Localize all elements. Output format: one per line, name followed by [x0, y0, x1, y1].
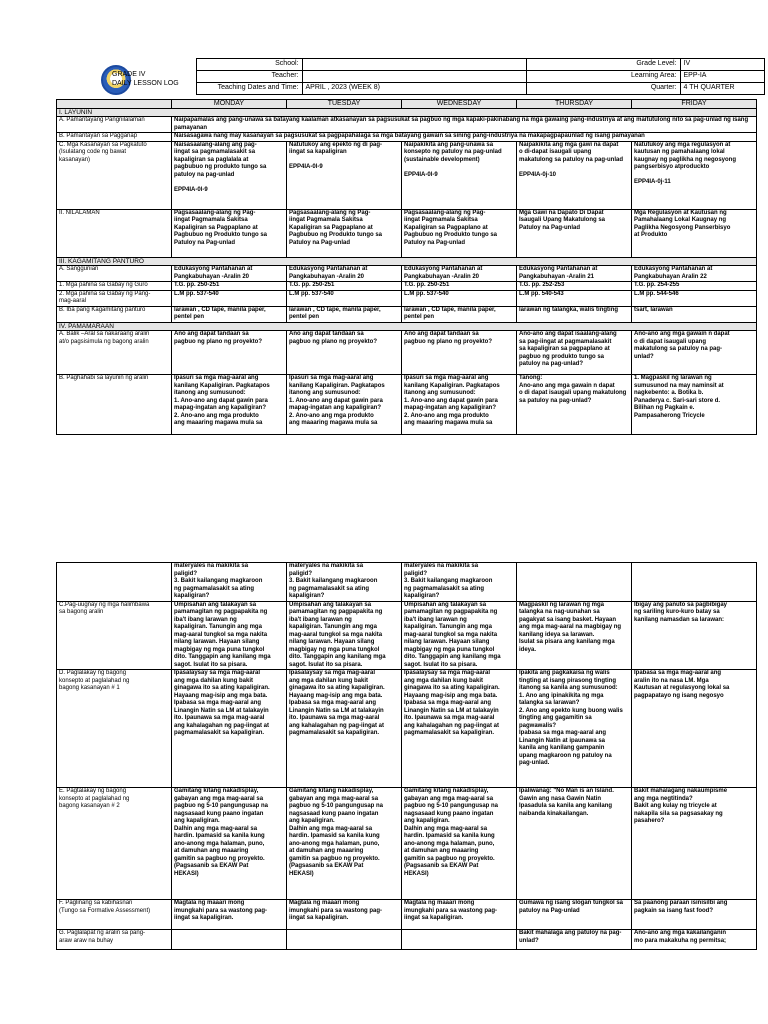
school-value: [302, 59, 526, 71]
iba-pang-tuesday: larawan , CD tape, manila paper, pentel pen: [287, 306, 402, 322]
balik-aral-wednesday: Ano ang dapat tandaan sa pagbuo ng plano ng proyekto?: [402, 331, 517, 375]
balik-aral-thursday: Ano-ano ang dapat isaalang-alang sa pag-iingat at pagmamalasakit sa kapaligiran sa pagpaplano at pagbuo ng produkto tungo sa patuloy na pag-unlad?: [517, 331, 632, 375]
pag-uugnay-wednesday: Umpisahan ang talakayan sa pamamagitan ng pagpapakita ng iba't ibang larawan ng kapaligiran. Tanungin ang mga mag-aaral tungkol sa mga nakita nilang larawan. Hayaan silang magbigay ng mga puna tungkol dito. Tanggapin ang kanilang mga sagot. Isulat ito sa pisara.: [402, 601, 517, 670]
paglalapat-tuesday: [287, 930, 402, 950]
guro-friday: T.G. pp. 254-255: [632, 282, 757, 291]
label-paghahabi: B. Paghahabi sa layunin ng aralin: [57, 375, 172, 435]
mag-aaral-friday: L.M pp. 544-546: [632, 290, 757, 306]
label-pamantayan-pagganap: B. Pamantayan sa Pagganap: [57, 133, 172, 142]
section-pamamaraan: IV. PAMAMARAAN: [57, 322, 757, 331]
paghahabi-monday: Ipasuri sa mga mag-aaral ang kanilang Kapaligiran. Pagkatapos itanong ang sumusunod: 1. Ano-ano ang dapat gawin para mapag-ingatan ang kapaligiran? 2. Ano-ano ang mga produkto ang maaaring magawa mula sa: [172, 375, 287, 435]
iba-pang-wednesday: larawan , CD tape, manila paper, pentel pen: [402, 306, 517, 322]
paglalahad1-friday: Ipabasa sa mga mag-aaral ang aralin ito na nasa LM. Mga Kautusan at regulasyong lokal sa pagpapatayo ng isang negosyo: [632, 670, 757, 788]
day-friday: FRIDAY: [632, 100, 757, 109]
nilalaman-monday: Pagsasaalang-alang ng Pag- iingat Pagmamala Sakitsa Kapaligiran sa Pagpaplano at Pagbubuo ng Produkto tungo sa Patuloy na Pag-unlad: [172, 209, 287, 257]
learning-area-value: EPP-IA: [680, 71, 764, 83]
paglalapat-friday: Ano-ano ang mga kakailanganin mo para makakuha ng permitsa;: [632, 930, 757, 950]
label-continued: [57, 563, 172, 602]
header-title: [112, 70, 179, 88]
dates-label: Teaching Dates and Time:: [196, 83, 302, 95]
sanggunian-tuesday: Edukasyong Pantahanan at Pangkabuhayan -Aralin 20: [287, 266, 402, 282]
kasanayan-tuesday: Natutukoy ang epekto ng di pag- iingat sa kapaligiran EPP4IA-0l-9: [287, 141, 402, 209]
teacher-label: Teacher:: [196, 71, 302, 83]
label-iba-pang-kagamitan: B. Iba pang Kagamitang panturo: [57, 306, 172, 322]
label-paglalahad-1: D. Paglalakay ng bagong konsepto at paglalahad ng bagong kasanayan # 1: [57, 670, 172, 788]
day-thursday: THURSDAY: [517, 100, 632, 109]
school-label: School:: [196, 59, 302, 71]
label-gabay-guro: 1. Mga pahina sa Gabay ng Guro: [57, 282, 172, 291]
label-kasanayan: C. Mga Kasanayan sa Pagkatuto (Isulatang code ng bawat kasanayan): [57, 141, 172, 209]
paglalahad1-thursday: Ipakita ang pagkakaisa ng walis tingting at isang pirasong tingting itanong sa kanila ang sumusunod: 1. Ano ang ipinakikita ng mga talangka sa larawan? 2. Ano ang epekto kung buong walis tingting ang gagamitin sa pagwawalis? Ipabasa sa mga mag-aaral ang Linangin Natin at ipaunawa sa kanila ang kanilang gampanin upang magkaroon ng patuloy na pag-unlad.: [517, 670, 632, 788]
iba-pang-monday: larawan , CD tape, manila paper, pentel pen: [172, 306, 287, 322]
grade-title: GRADE IV: [112, 71, 146, 78]
quarter-value: 4 TH QUARTER: [680, 83, 764, 95]
pag-uugnay-thursday: Magpaskil ng larawan ng mga talangka na nag-uunahan sa pagakyat sa isang basket. Hayaan ang mga mag-aaral na magbigay ng kanilang ideya sa larawan. Isulat sa pisara ang kanilang mga ideya.: [517, 601, 632, 670]
cont-thursday: [517, 563, 632, 602]
quarter-label: Quarter:: [526, 83, 680, 95]
cont-friday: [632, 563, 757, 602]
mag-aaral-wednesday: L.M pp. 537-540: [402, 290, 517, 306]
kasanayan-wednesday: Naipakikita ang pang-unawa sa konsepto ng patuloy na pag-unlad (sustainable development) EPP4IA-0l-9: [402, 141, 517, 209]
cont-tuesday: materyales na makikita sa paligid? 3. Bakit kailangang magkaroon ng pagmamalasakit sa ating kapaligiran?: [287, 563, 402, 602]
section-kagamitan: III. KAGAMITANG PANTURO: [57, 257, 757, 266]
kasanayan-monday: Naisasaalang-alang ang pag- iingat sa pagmamalasakit sa kapaligiran sa paglalala at pagbubuo ng produkto tungo sa patuloy na pag-unlad EPP4IA-0l-9: [172, 141, 287, 209]
label-pag-uugnay: C.Pag-uugnay ng mga halimbawa sa bagong aralin: [57, 601, 172, 670]
nilalaman-friday: Mga Regulasyon at Kautusan ng Pamahalaang Lokal Kaugnay ng Paglikha Negosyong Panserbisyo at Produkto: [632, 209, 757, 257]
paglalahad1-monday: Ipasalaysay sa mga mag-aaral ang mga dahilan kung bakit ginagawa ito sa ating kapaligiran. Hayaang mag-isip ang mga bata. Ipabasa sa mga mag-aaral ang Linangin Natin sa LM at talakayin ito. Ipaunawa sa mga mag-aaral ang kahalagahan ng pag-iingat at pagmamalasakit sa kapaligiran.: [172, 670, 287, 788]
paghahabi-friday: 1. Magpaskil ng larawan ng sumusunod na may naminsit at nagkebento: a. Botika b. Panaderya c. Sari-sari store d. Bilihan ng Pagkain e. Pampasaherong Tricycle: [632, 375, 757, 435]
sanggunian-thursday: Edukasyong Pantahanan at Pangkabuhayan -Aralin 21: [517, 266, 632, 282]
sanggunian-friday: Edukasyong Pantahanan at Pangkabuhayan Aralin 22: [632, 266, 757, 282]
grade-level-value: IV: [680, 59, 764, 71]
pag-uugnay-friday: Ibigay ang panuto sa pagbibigay ng sariling kuro-kuro batay sa kanilang namasdan sa larawan:: [632, 601, 757, 670]
section-layunin: I. LAYUNIN: [57, 108, 757, 117]
paglalapat-thursday: Bakit mahalaga ang patuloy na pag- unlad?: [517, 930, 632, 950]
dates-value: APRIL , 2023 (WEEK 8): [302, 83, 526, 95]
mag-aaral-thursday: L.M pp. 540-543: [517, 290, 632, 306]
teacher-value: [302, 71, 526, 83]
label-pamantayang-pangnilalaman: A. Pamantayang Pangnilalaman: [57, 117, 172, 133]
balik-aral-monday: Ano ang dapat tandaan sa pagbuo ng plano ng proyekto?: [172, 331, 287, 375]
balik-aral-friday: Ano-ano ang mga gawain n dapat o di dapat isaugali upang makatulong sa patuloy na pag- unlad?: [632, 331, 757, 375]
label-nilalaman: II. NILALAMAN: [57, 209, 172, 257]
paglinang-tuesday: Magtala ng maaari mong imungkahi para sa wastong pag- iingat sa kapaligiran.: [287, 900, 402, 930]
paglalapat-wednesday: [402, 930, 517, 950]
label-gabay-mag-aaral: 2. Mga pahina sa Gabay ng Pang- mag-aaral: [57, 290, 172, 306]
paglalapat-monday: [172, 930, 287, 950]
guro-monday: T.G. pp. 250-251: [172, 282, 287, 291]
value-pamantayang-pangnilalaman: Naipapamalas ang pang-unawa sa batayang kaalaman atkasanayan sa pagsusukat sa pagbuo ng mga kapaki-pakinabang na mga gawaing pang-industriya at ang maitutulong nito sa pag-unlad ng isang pamayanan: [172, 117, 757, 133]
guro-tuesday: T.G. pp. 250-251: [287, 282, 402, 291]
cont-wednesday: materyales na makikita sa paligid? 3. Bakit kailangang magkaroon ng pagmamalasakit sa ating kapaligiran?: [402, 563, 517, 602]
paghahabi-wednesday: Ipasuri sa mga mag-aaral ang kanilang Kapaligiran. Pagkatapos itanong ang sumusunod: 1. Ano-ano ang dapat gawin para mapag-ingatan ang kapaligiran? 2. Ano-ano ang mga produkto ang maaaring magawa mula sa: [402, 375, 517, 435]
balik-aral-tuesday: Ano ang dapat tandaan sa pagbuo ng plano ng proyekto?: [287, 331, 402, 375]
guro-thursday: T.G. pp. 252-253: [517, 282, 632, 291]
kasanayan-thursday: Naipakikita ang mga gawi na dapat o di-dapat isaugali upang makatulong sa patuloy na pag-unlad EPP4IA-0j-10: [517, 141, 632, 209]
sanggunian-monday: Edukasyong Pantahanan at Pangkabuhayan -Aralin 20: [172, 266, 287, 282]
corner-cell: [57, 100, 172, 109]
kasanayan-friday: Natutukoy ang mga regulasyon at kautusan ng pamahalaang lokal kaugnay ng paglikha ng negosyong pangserbisyo atproduckto EPP4IA-0j-11: [632, 141, 757, 209]
label-sanggunian: A. Sanggunian: [57, 266, 172, 282]
nilalaman-thursday: Mga Gawi na Dapato Di Dapat Isaugali Upang Makatulong sa Patuloy na Pag-unlad: [517, 209, 632, 257]
paghahabi-thursday: Tanong: Ano-ano ang mga gawain n dapat o di dapat isaugali upang makatulong sa patuloy na pag-unlad?: [517, 375, 632, 435]
doc-type-title: DAILY LESSON LOG: [112, 80, 179, 87]
paghahabi-tuesday: Ipasuri sa mga mag-aaral ang kanilang Kapaligiran. Pagkatapos itanong ang sumusunod: 1. Ano-ano ang dapat gawin para mapag-ingatan ang kapaligiran? 2. Ano-ano ang mga produkto ang maaaring magawa mula sa: [287, 375, 402, 435]
iba-pang-friday: tsart, larawan: [632, 306, 757, 322]
mag-aaral-tuesday: L.M pp. 537-540: [287, 290, 402, 306]
label-balik-aral: A. Balik –Aral sa nakaraang aralin at/o pagsisimula ng bagong aralin: [57, 331, 172, 375]
mag-aaral-monday: L.M pp. 537-540: [172, 290, 287, 306]
paglalahad2-monday: Gamitang kitang nakadisplay, gabayan ang mga mag-aaral sa pagbuo ng 5-10 pangungusap na nagsasaad kung paano ingatan ang kapaligiran. Dalhin ang mga mag-aaral sa hardin. Ipamasid sa kanila kung ano-anong mga halaman, puno, at damuhan ang maaaring gamitin sa pagbuo ng proyekto. (Pagsasanib sa EKAW Pat HEKASI): [172, 788, 287, 900]
label-paglinang: F. Paglinang sa kabihasnan (Tungo sa Formative Assessment): [57, 900, 172, 930]
learning-area-label: Learning Area:: [526, 71, 680, 83]
iba-pang-thursday: larawan ng talangka, walis tingting: [517, 306, 632, 322]
cont-monday: materyales na makikita sa paligid? 3. Bakit kailangang magkaroon ng pagmamalasakit sa ating kapaligiran?: [172, 563, 287, 602]
paglalahad2-tuesday: Gamitang kitang nakadisplay, gabayan ang mga mag-aaral sa pagbuo ng 5-10 pangungusap na nagsasaad kung paano ingatan ang kapaligiran. Dalhin ang mga mag-aaral sa hardin. Ipamasid sa kanila kung ano-anong mga halaman, puno, at damuhan ang maaaring gamitin sa pagbuo ng proyekto. (Pagsasanib sa EKAW Pat HEKASI): [287, 788, 402, 900]
label-paglalapat: G. Paglalapat ng aralin sa pang- araw araw na buhay: [57, 930, 172, 950]
paglalahad1-wednesday: Ipasalaysay sa mga mag-aaral ang mga dahilan kung bakit ginagawa ito sa ating kapaligiran. Hayaang mag-isip ang mga bata. Ipabasa sa mga mag-aaral ang Linangin Natin sa LM at talakayin ito. Ipaunawa sa mga mag-aaral ang kahalagahan ng pag-iingat at pagmamalasakit sa kapaligiran.: [402, 670, 517, 788]
paglalahad2-friday: Bakit mahalagang nakaumpisme ang mga negtitinda? Bakit ang kulay ng tricycle at nakapila sila sa pagsasakay ng pasahero?: [632, 788, 757, 900]
value-pamantayan-pagganap: Naisasagawa nang may kasanayan sa pagsusukat sa pagpapahalaga sa mga batayang gawain sa sining pang-industriya na makapagpapaunlad ng isang pamayanan: [172, 133, 757, 142]
pag-uugnay-monday: Umpisahan ang talakayan sa pamamagitan ng pagpapakita ng iba't ibang larawan ng kapaligiran. Tanungin ang mga mag-aaral tungkol sa mga nakita nilang larawan. Hayaan silang magbigay ng mga puna tungkol dito. Tanggapin ang kanilang mga sagot. Isulat ito sa pisara.: [172, 601, 287, 670]
paglalahad1-tuesday: Ipasalaysay sa mga mag-aaral ang mga dahilan kung bakit ginagawa ito sa ating kapaligiran. Hayaang mag-isip ang mga bata. Ipabasa sa mga mag-aaral ang Linangin Natin sa LM at talakayin ito. Ipaunawa sa mga mag-aaral ang kahalagahan ng pag-iingat at pagmamalasakit sa kapaligiran.: [287, 670, 402, 788]
paglinang-thursday: Gumawa ng isang slogan tungkol sa patuloy na Pag-unlad: [517, 900, 632, 930]
paglalahad2-wednesday: Gamitang kitang nakadisplay, gabayan ang mga mag-aaral sa pagbuo ng 5-10 pangungusap na nagsasaad kung paano ingatan ang kapaligiran. Dalhin ang mga mag-aaral sa hardin. Ipamasid sa kanila kung ano-anong mga halaman, puno, at damuhan ang maaaring gamitin sa pagbuo ng proyekto. (Pagsasanib sa EKAW Pat HEKASI): [402, 788, 517, 900]
paglinang-wednesday: Magtala ng maaari mong imungkahi para sa wastong pag- iingat sa kapaligiran.: [402, 900, 517, 930]
day-tuesday: TUESDAY: [287, 100, 402, 109]
nilalaman-wednesday: Pagsasaalang-alang ng Pag- iingat Pagmamala Sakitsa Kapaligiran sa Pagpaplano at Pagbubuo ng Produkto tungo sa Patuloy na Pag-unlad: [402, 209, 517, 257]
label-paglalahad-2: E. Pagtalakay ng bagong konsepto at paglalahad ng bagong kasanayan # 2: [57, 788, 172, 900]
paglinang-friday: Sa paanong paraan isinisilbi ang pagkain sa isang fast food?: [632, 900, 757, 930]
pag-uugnay-tuesday: Umpisahan ang talakayan sa pamamagitan ng pagpapakita ng iba't ibang larawan ng kapaligiran. Tanungin ang mga mag-aaral tungkol sa mga nakita nilang larawan. Hayaan silang magbigay ng mga puna tungkol dito. Tanggapin ang kanilang mga sagot. Isulat ito sa pisara.: [287, 601, 402, 670]
nilalaman-tuesday: Pagsasaalang-alang ng Pag- iingat Pagmamala Sakitsa Kapaligiran sa Pagpaplano at Pagbubuo ng Produkto tungo sa Patuloy na Pag-unlad: [287, 209, 402, 257]
paglinang-monday: Magtala ng maaari mong imungkahi para sa wastong pag- iingat sa kapaligiran.: [172, 900, 287, 930]
day-wednesday: WEDNESDAY: [402, 100, 517, 109]
lesson-log-table-page1: [56, 99, 757, 435]
day-monday: MONDAY: [172, 100, 287, 109]
paglalahad2-thursday: Ipaliwanag: "No Man is an Island. Gawin ang nasa Gawin Natin Ipasadula sa kanila ang kanilang naibanda kinakailangan.: [517, 788, 632, 900]
grade-level-label: Grade Level:: [526, 59, 680, 71]
sanggunian-wednesday: Edukasyong Pantahanan at Pangkabuhayan -Aralin 20: [402, 266, 517, 282]
guro-wednesday: T.G. pp. 250-251: [402, 282, 517, 291]
lesson-log-table-page2: [56, 562, 757, 950]
